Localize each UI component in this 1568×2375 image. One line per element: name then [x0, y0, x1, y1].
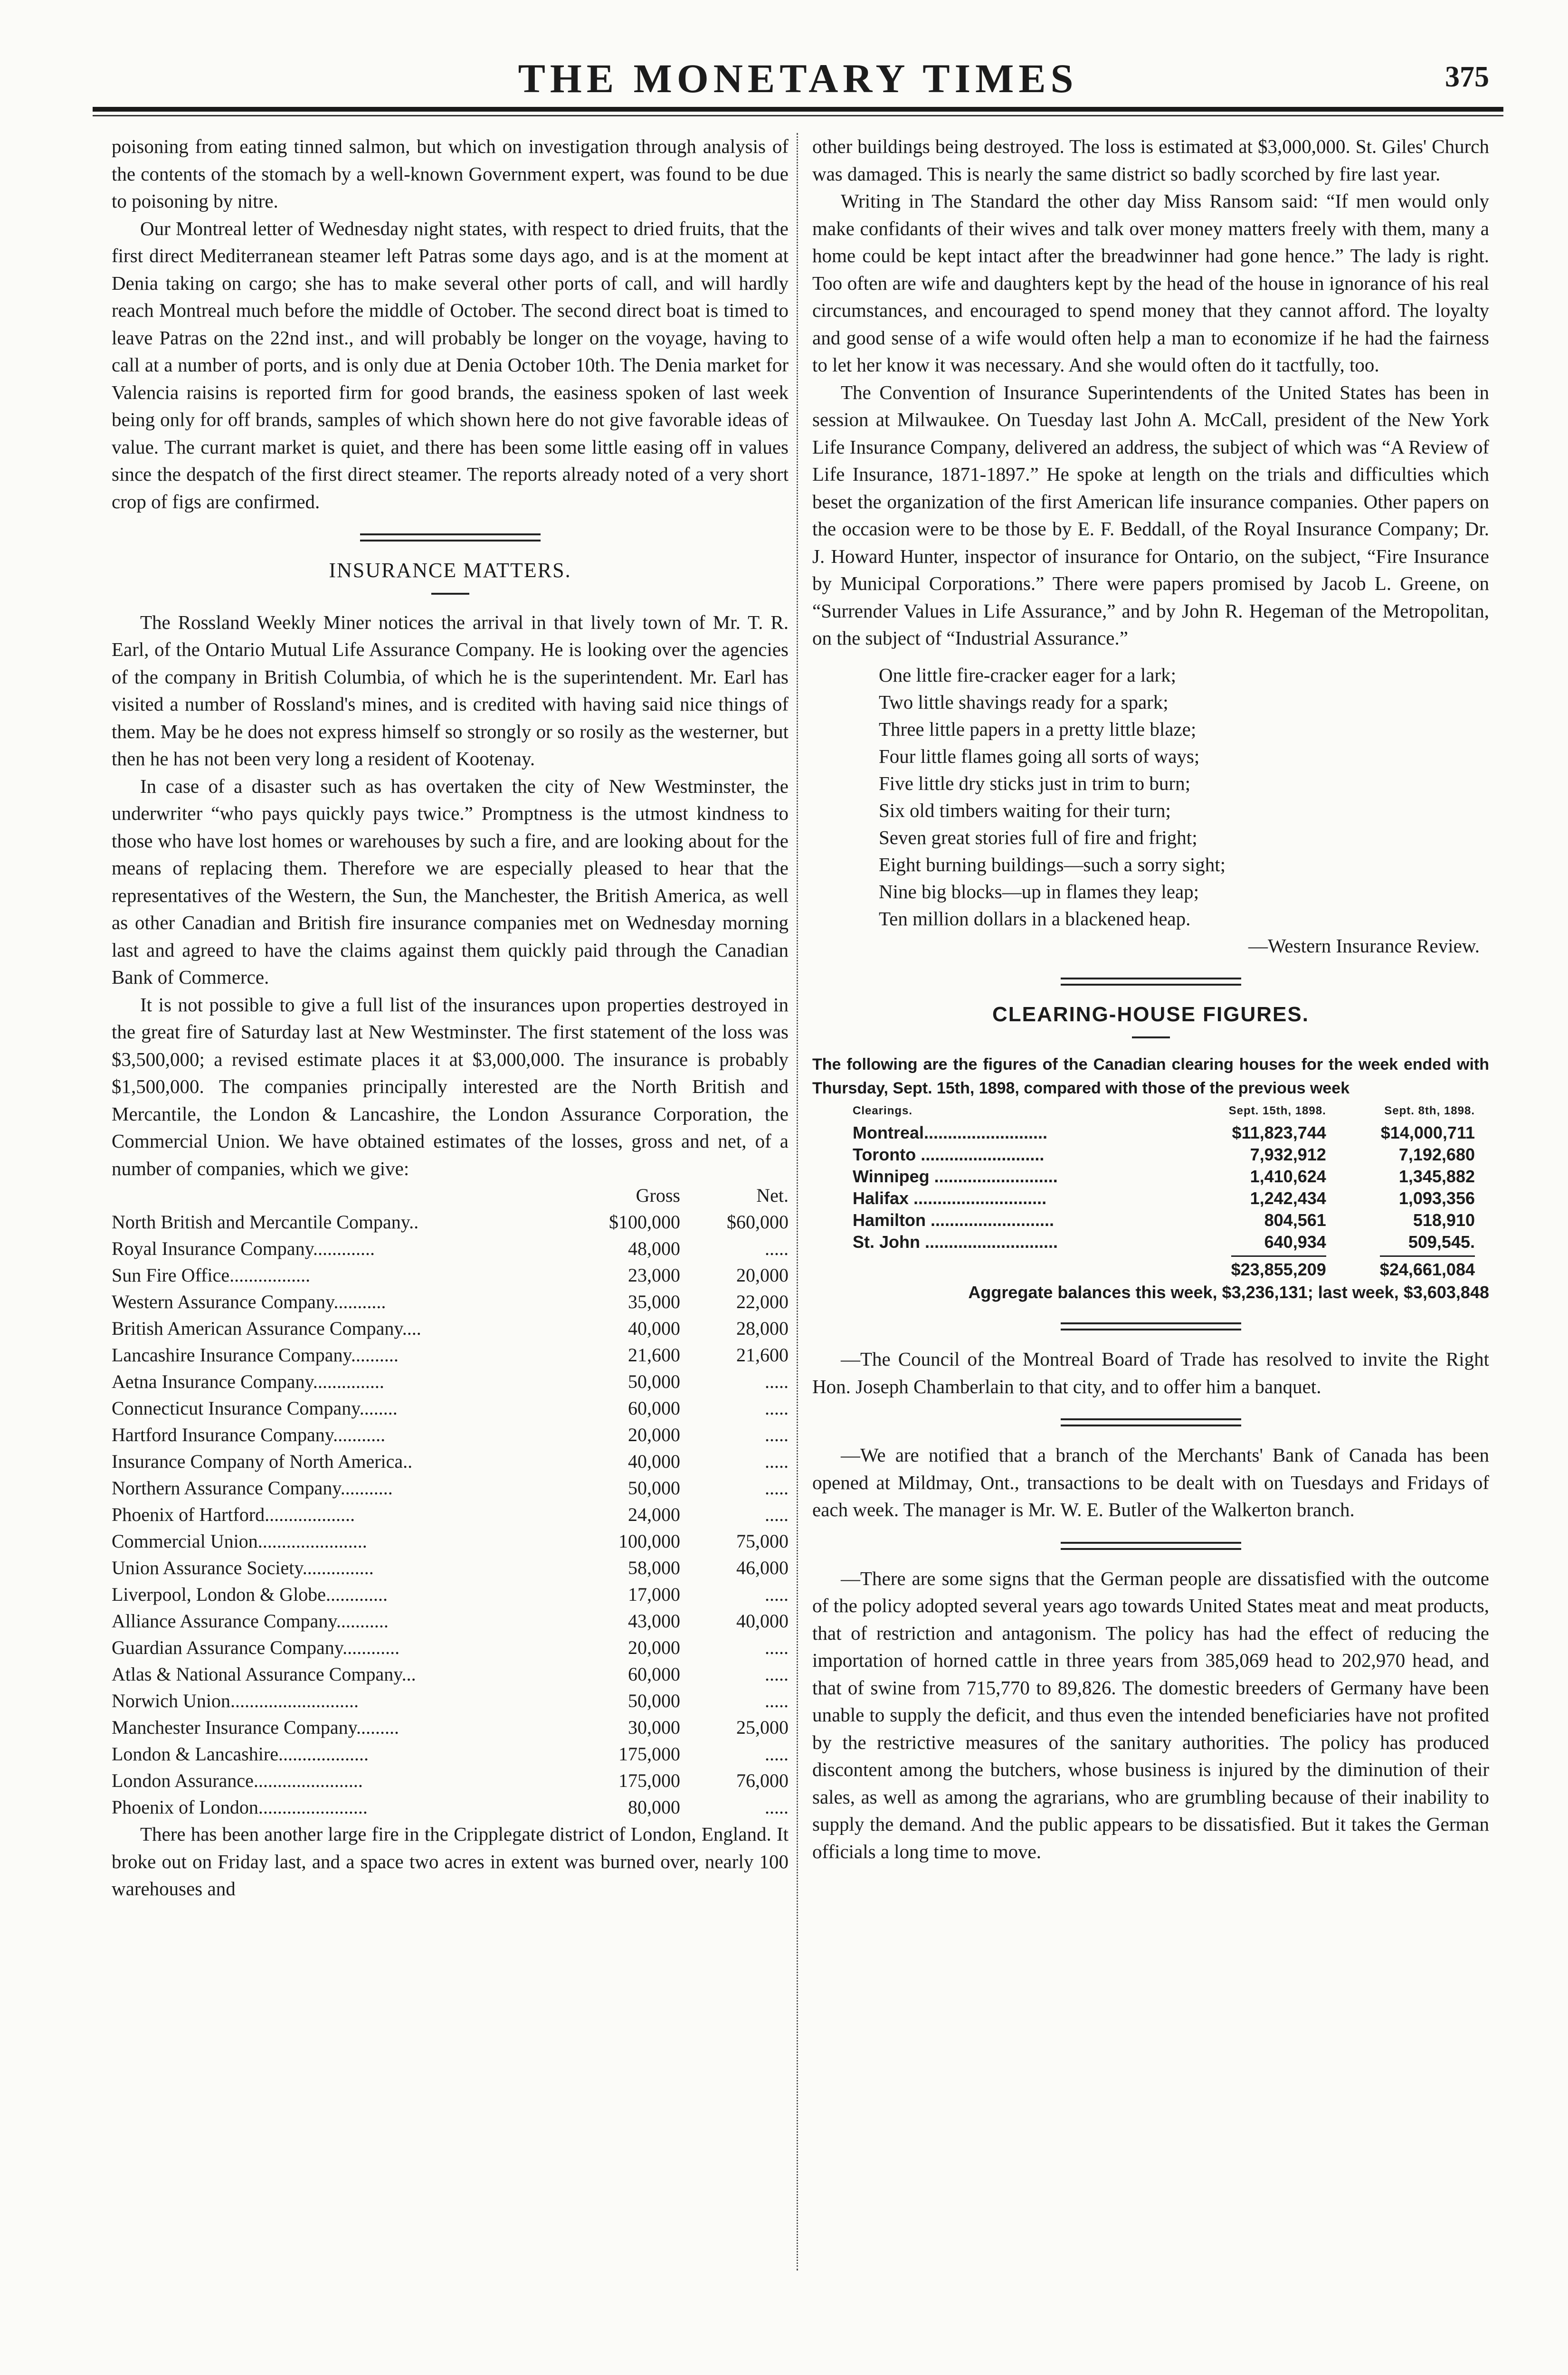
section-divider — [360, 533, 541, 542]
table-row — [112, 1475, 789, 1501]
table-row — [112, 1368, 789, 1395]
company-name: London Assurance....................... — [112, 1770, 363, 1791]
total-last-week: $24,661,084 — [1380, 1255, 1475, 1279]
article-paragraph: There has been another large fire in the Cripplegate district of London, England. It broke out on Friday last, and a space two acres in extent was burned over, nearly 100 warehouses and — [112, 1823, 789, 1900]
table-header-row — [112, 1182, 789, 1209]
total-this-week: $23,855,209 — [1231, 1255, 1326, 1279]
table-row — [853, 1188, 1475, 1209]
poem-source: —Western Insurance Review. — [1248, 934, 1480, 957]
left-column — [112, 133, 789, 1903]
last-week-value: 518,910 — [1413, 1210, 1475, 1230]
company-name: Atlas & National Assurance Company... — [112, 1663, 416, 1685]
gross-value: 48,000 — [628, 1238, 680, 1259]
table-row — [112, 1581, 789, 1608]
city-name: Halifax ............................ — [853, 1188, 1047, 1208]
net-value: ..... — [765, 1397, 789, 1419]
clearing-intro: The following are the figures of the Canadian clearing houses for the week ended with Thursday, Sept. 15th, 1898, compared with those of the previous week — [812, 1055, 1489, 1097]
gross-value: 100,000 — [618, 1530, 680, 1552]
gross-value: 24,000 — [628, 1504, 680, 1525]
gross-value: 35,000 — [628, 1291, 680, 1312]
gross-value: 50,000 — [628, 1371, 680, 1392]
company-name: North British and Mercantile Company.. — [112, 1211, 419, 1233]
net-value: 21,600 — [736, 1344, 789, 1366]
net-value: ..... — [765, 1371, 789, 1392]
company-name: Connecticut Insurance Company........ — [112, 1397, 398, 1419]
gross-value: 20,000 — [628, 1424, 680, 1445]
company-name: Hartford Insurance Company........... — [112, 1424, 386, 1445]
company-name: Alliance Assurance Company........... — [112, 1610, 389, 1632]
net-value: ..... — [765, 1584, 789, 1605]
table-row — [112, 1501, 789, 1528]
poem-line: Two little shavings ready for a spark; — [879, 691, 1169, 713]
gross-value: 30,000 — [628, 1717, 680, 1738]
table-row — [112, 1262, 789, 1289]
poem-line: Three little papers in a pretty little blaze; — [879, 718, 1197, 740]
page-number: 375 — [1445, 61, 1489, 93]
gross-value: 50,000 — [628, 1477, 680, 1499]
article-paragraph: The Convention of Insurance Superintendents of the United States has been in session at Milwaukee. On Tuesday last John A. McCall, president of the New York Life Insurance Company, delivered an address, the subject of which was “A Review of Life Insurance, 1871-1897.” He spoke at length on the trials and difficulties which beset the organization of the first American life insurance companies. Other papers on the occasion were to be those by E. F. Beddall, of the Royal Insurance Company; Dr. J. Howard Hunter, inspector of insurance for Ontario, on the subject, “Fire Insurance by Municipal Corporations.” There were papers promised by Jacob L. Greene, on “Surrender Values in Life Assurance,” and by John R. Hegeman of the Metropolitan, on the subject of “Industrial Assurance.” — [812, 381, 1489, 649]
section-divider — [1061, 1418, 1241, 1426]
net-value: ..... — [765, 1743, 789, 1765]
insurance-losses-table — [112, 1182, 789, 1821]
table-row — [112, 1714, 789, 1741]
company-name: Northern Assurance Company........... — [112, 1477, 393, 1499]
table-row — [112, 1741, 789, 1767]
last-week-value: $14,000,711 — [1380, 1123, 1475, 1142]
poem — [879, 662, 1489, 960]
company-name: Liverpool, London & Globe............. — [112, 1584, 388, 1605]
net-value: ..... — [765, 1637, 789, 1658]
gross-value: 40,000 — [628, 1318, 680, 1339]
table-row — [112, 1688, 789, 1714]
net-value: 46,000 — [736, 1557, 789, 1578]
net-value: 25,000 — [736, 1717, 789, 1738]
article-paragraph: It is not possible to give a full list of the insurances upon properties destroyed in the great fire of Saturday last at New Westminster. The first statement of the loss was $3,500,000; a revised estimate places it at $3,000,000. The insurance is probably $1,500,000. The companies principally interested are the North British and Mercantile, the London & Lancashire, the London Assurance Corporation, the Commercial Union. We have obtained estimates of the losses, gross and net, of a number of companies, which we give: — [112, 993, 789, 1179]
totals-row — [853, 1253, 1475, 1281]
net-value: 75,000 — [736, 1530, 789, 1552]
section-divider — [1061, 1542, 1241, 1550]
gross-value: 175,000 — [618, 1770, 680, 1791]
company-name: Phoenix of Hartford................... — [112, 1504, 355, 1525]
news-item: —The Council of the Montreal Board of Trade has resolved to invite the Right Hon. Joseph Chamberlain to that city, and to offer him a banquet. — [812, 1348, 1489, 1397]
table-row — [853, 1209, 1475, 1231]
city-name: Montreal.......................... — [853, 1123, 1048, 1142]
gross-value: 58,000 — [628, 1557, 680, 1578]
this-week-value: 1,410,624 — [1250, 1167, 1326, 1186]
table-row — [853, 1231, 1475, 1253]
table-row — [112, 1661, 789, 1688]
header-rule — [93, 107, 1503, 112]
right-column — [812, 133, 1489, 1865]
net-value: $60,000 — [727, 1211, 789, 1233]
gross-value: 17,000 — [628, 1584, 680, 1605]
table-row — [112, 1315, 789, 1342]
table-row — [112, 1395, 789, 1422]
column-header-net: Net. — [756, 1185, 789, 1206]
table-row — [112, 1342, 789, 1368]
clearing-table — [853, 1100, 1475, 1281]
table-row — [112, 1448, 789, 1475]
company-name: Aetna Insurance Company............... — [112, 1371, 384, 1392]
table-header-row — [853, 1100, 1475, 1122]
table-row — [112, 1767, 789, 1794]
last-week-value: 7,192,680 — [1398, 1145, 1475, 1164]
net-value: 40,000 — [736, 1610, 789, 1632]
article-paragraph: Our Montreal letter of Wednesday night states, with respect to dried fruits, that the first direct Mediterranean steamer left Patras some days ago, and is at the moment at Denia taking on cargo; she has to make several other ports of call, and will hardly reach Montreal much before the middle of October. The second direct boat is timed to leave Patras on the 22nd inst., and will probably be longer on the voyage, having to call at a number of ports, and is only due at Denia October 10th. The Denia market for Valencia raisins is reported firm for good brands, the easiness spoken of last week being only for off brands, samples of which shown here do not give favorable ideas of value. The currant market is quiet, and there has been some little easing off in values since the despatch of the first direct steamer. The reports already noted of a very short crop of figs are confirmed. — [112, 217, 789, 513]
gross-value: 50,000 — [628, 1690, 680, 1711]
gross-value: 80,000 — [628, 1796, 680, 1818]
company-name: British American Assurance Company.... — [112, 1318, 421, 1339]
heading-rule — [1132, 1036, 1170, 1038]
poem-line: Four little flames going all sorts of ways; — [879, 745, 1200, 767]
table-row — [112, 1289, 789, 1315]
column-header-gross: Gross — [636, 1185, 680, 1206]
table-row — [853, 1122, 1475, 1144]
table-row — [112, 1608, 789, 1634]
column-header-last-week: Sept. 8th, 1898. — [1384, 1104, 1475, 1117]
section-heading-insurance: INSURANCE MATTERS. — [329, 559, 571, 582]
company-name: Norwich Union........................... — [112, 1690, 359, 1711]
table-row — [112, 1634, 789, 1661]
net-value: 20,000 — [736, 1264, 789, 1286]
company-name: Western Assurance Company........... — [112, 1291, 386, 1312]
section-divider — [1061, 1322, 1241, 1330]
last-week-value: 509,545. — [1408, 1232, 1475, 1252]
this-week-value: 7,932,912 — [1250, 1145, 1326, 1164]
table-row — [112, 1422, 789, 1448]
news-item: —We are notified that a branch of the Merchants' Bank of Canada has been opened at Mildmay, Ont., transactions to be dealt with on Tuesdays and Fridays of each week. The manager is Mr. W. E. Butler of the Walkerton branch. — [812, 1444, 1489, 1520]
net-value: 22,000 — [736, 1291, 789, 1312]
poem-line: Six old timbers waiting for their turn; — [879, 799, 1171, 821]
header-rule-thin — [93, 115, 1503, 116]
gross-value: 60,000 — [628, 1397, 680, 1419]
article-paragraph: Writing in The Standard the other day Miss Ransom said: “If men would only make confidants of their wives and talk over money matters freely with them, many a home could be kept intact after the breadwinner had gone hence.” The lady is right. Too often are wife and daughters kept by the head of the house in ignorance of his real circumstances, and encouraged to spend money that they cannot afford. The loyalty and good sense of a wife would often help a man to economize if he had the fairness to let her know it was necessary. And she would often do it tactfully, too. — [812, 190, 1489, 376]
city-name: Winnipeg .......................... — [853, 1167, 1058, 1186]
gross-value: 175,000 — [618, 1743, 680, 1765]
last-week-value: 1,345,882 — [1398, 1167, 1475, 1186]
poem-line: Seven great stories full of fire and fright; — [879, 826, 1197, 848]
table-row — [853, 1144, 1475, 1166]
net-value: ..... — [765, 1424, 789, 1445]
column-header-clearings: Clearings. — [853, 1104, 913, 1117]
heading-rule — [431, 593, 469, 595]
gross-value: 43,000 — [628, 1610, 680, 1632]
company-name: Commercial Union....................... — [112, 1530, 367, 1552]
company-name: Sun Fire Office................. — [112, 1264, 311, 1286]
company-name: Royal Insurance Company............. — [112, 1238, 375, 1259]
poem-line: Eight burning buildings—such a sorry sight; — [879, 853, 1226, 875]
gross-value: 21,600 — [628, 1344, 680, 1366]
net-value: ..... — [765, 1504, 789, 1525]
city-name: Toronto .......................... — [853, 1145, 1045, 1164]
gross-value: 60,000 — [628, 1663, 680, 1685]
this-week-value: 640,934 — [1264, 1232, 1326, 1252]
table-row — [112, 1794, 789, 1821]
article-paragraph: In case of a disaster such as has overtaken the city of New Westminster, the underwriter “who pays quickly pays twice.” Promptness is the utmost kindness to those who have lost homes or warehouses by such a fire, and are looking about for the means of replacing them. Therefore we are especially pleased to hear that the representatives of the Western, the Sun, the Manchester, the British America, as well as other Canadian and British fire insurance companies met on Wednesday morning last and agreed to have the claims against them quickly paid through the Canadian Bank of Commerce. — [112, 775, 789, 988]
section-divider — [1061, 978, 1241, 986]
poem-line: Ten million dollars in a blackened heap. — [879, 907, 1191, 930]
city-name: St. John ............................ — [853, 1232, 1058, 1252]
article-paragraph: The Rossland Weekly Miner notices the arrival in that lively town of Mr. T. R. Earl, of the Ontario Mutual Life Assurance Company. He is looking over the agencies of the company in British Columbia, of which he is the superintendent. Mr. Earl has visited a number of Rossland's mines, and is credited with having said nice things of them. May be he does not express himself so strongly or so rosily as the westerner, but then he has not been very long a resident of Kootenay. — [112, 611, 789, 770]
table-row — [853, 1166, 1475, 1188]
this-week-value: 804,561 — [1264, 1210, 1326, 1230]
this-week-value: $11,823,744 — [1232, 1123, 1326, 1142]
table-row — [112, 1235, 789, 1262]
article-paragraph: other buildings being destroyed. The loss is estimated at $3,000,000. St. Giles' Church was damaged. This is nearly the same district so badly scorched by fire last year. — [812, 135, 1489, 185]
gross-value: 20,000 — [628, 1637, 680, 1658]
page-header — [93, 55, 1503, 107]
table-row — [112, 1555, 789, 1581]
poem-line: Five little dry sticks just in trim to burn; — [879, 772, 1190, 794]
article-paragraph: poisoning from eating tinned salmon, but which on investigation through analysis of the contents of the stomach by a well-known Government expert, was found to be due to poisoning by nitre. — [112, 135, 789, 212]
company-name: London & Lancashire................... — [112, 1743, 369, 1765]
city-name: Hamilton .......................... — [853, 1210, 1055, 1230]
company-name: Manchester Insurance Company......... — [112, 1717, 399, 1738]
net-value: ..... — [765, 1690, 789, 1711]
table-row — [112, 1528, 789, 1555]
company-name: Guardian Assurance Company............ — [112, 1637, 400, 1658]
net-value: 76,000 — [736, 1770, 789, 1791]
news-item: —There are some signs that the German people are dissatisfied with the outcome of the policy adopted several years ago towards United States meat and meat products, that of restriction and antagonism. The policy has had the effect of reducing the importation of horned cattle in three years from 385,069 head to 202,970 head, and that of swine from 715,770 to 89,826. The domestic breeders of Germany have been unable to supply the deficit, and thus even the intended beneficiaries have not profited by the restrictive measures of the sanitary authorities. The policy has produced discontent among the butchers, whose business is injured by the diminution of their sales, as well as among the agrarians, who are grumbling because of their inability to supply the demand. And the public appears to be dissatisfied. But it takes the German officials a long time to move. — [812, 1567, 1489, 1862]
masthead-title: THE MONETARY TIMES — [518, 56, 1078, 101]
net-value: ..... — [765, 1663, 789, 1685]
aggregate-balances: Aggregate balances this week, $3,236,131; last week, $3,603,848 — [968, 1282, 1489, 1302]
company-name: Lancashire Insurance Company.......... — [112, 1344, 399, 1366]
net-value: ..... — [765, 1796, 789, 1818]
column-divider — [797, 133, 799, 2270]
poem-line: One little fire-cracker eager for a lark; — [879, 664, 1176, 686]
gross-value: $100,000 — [609, 1211, 680, 1233]
net-value: ..... — [765, 1477, 789, 1499]
column-header-this-week: Sept. 15th, 1898. — [1228, 1104, 1326, 1117]
company-name: Phoenix of London....................... — [112, 1796, 368, 1818]
gross-value: 23,000 — [628, 1264, 680, 1286]
company-name: Insurance Company of North America.. — [112, 1451, 413, 1472]
net-value: ..... — [765, 1451, 789, 1472]
net-value: 28,000 — [736, 1318, 789, 1339]
this-week-value: 1,242,434 — [1250, 1188, 1326, 1208]
poem-line: Nine big blocks—up in flames they leap; — [879, 880, 1199, 902]
net-value: ..... — [765, 1238, 789, 1259]
last-week-value: 1,093,356 — [1398, 1188, 1475, 1208]
section-heading-clearing: CLEARING-HOUSE FIGURES. — [992, 1002, 1309, 1026]
company-name: Union Assurance Society............... — [112, 1557, 374, 1578]
table-row — [112, 1209, 789, 1235]
gross-value: 40,000 — [628, 1451, 680, 1472]
